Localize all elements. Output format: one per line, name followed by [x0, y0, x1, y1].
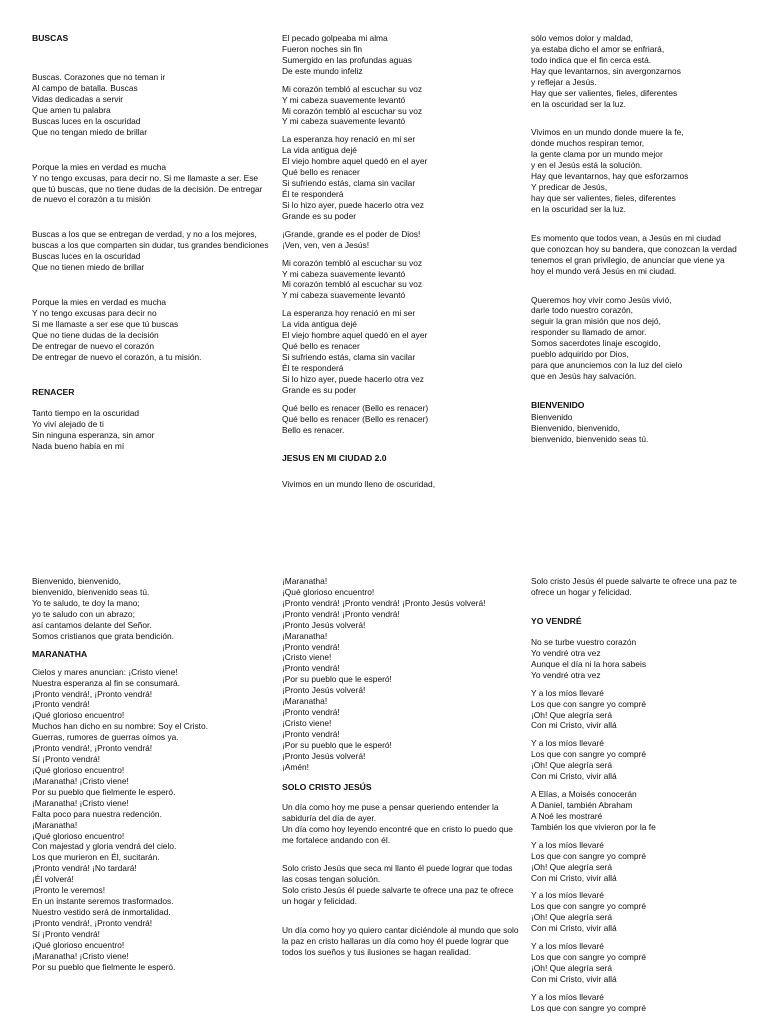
lyrics-verse: Cielos y mares anuncian: ¡Cristo viene! Nuestra esperanza al fin se consumará. ¡Pronto vendrá!, ¡Pronto vendrá! ¡Pronto vendrá! ¡Qué glorioso encuentro! Muchos han dicho en su nombre: Soy el Cristo. Guerras, rumores de guerras oímos ya. ¡Pronto vendrá!, ¡Pronto vendrá! Sí ¡Pronto vendrá! ¡Qué glorioso encuentro! ¡Maranatha! ¡Cristo viene! Por su pueblo que fielmente le esperó. ¡Maranatha! ¡Cristo viene! Falta poco para nuestra redención. ¡Maranatha! ¡Qué glorioso encuentro! Con majestad y gloria vendrá del cielo. Los que murieron en Él, sucitarán. ¡Pronto vendrá! ¡No tardará! ¡Él volverá! ¡Pronto le veremos! En un instante seremos trasformados. Nuestro vestido será de inmortalidad. ¡Pronto vendrá!, ¡Pronto vendrá! Sí ¡Pronto vendrá! ¡Qué glorioso encuentro! ¡Maranatha! ¡Cristo viene! Por su pueblo que fielmente le esperó. [32, 666, 208, 972]
top-right-column [531, 33, 743, 452]
top-middle-column [282, 33, 520, 497]
song-title-yo-vendre: YO VENDRÉ [531, 615, 582, 626]
song-title-solo-cristo-jesus: SOLO CRISTO JESÚS [282, 781, 372, 792]
song-title-bienvenido: BIENVENIDO [531, 399, 585, 410]
song-title-renacer: RENACER [32, 386, 75, 397]
lyrics-verse: Solo cristo Jesús que seca mi llanto él puede lograr que todas las cosas tengan solución. Solo cristo Jesús él puede salvarte te ofrece una paz te ofrece un hogar y felicidad. [282, 863, 514, 907]
bottom-right-column [531, 576, 751, 1021]
lyrics-verse: Bienvenido Bienvenido, bienvenido, bienvenido, bienvenido seas tú. [531, 412, 649, 444]
song-title-maranatha: MARANATHA [32, 648, 88, 659]
lyrics-verse: Un día como hoy yo quiero cantar diciéndole al mundo que solo la paz en cristo hallaras un día como hoy él puede lograr que todos los sueños y tus ilusiones se hagan realidad. [282, 925, 519, 957]
song-title-buscas: BUSCAS [32, 33, 69, 43]
lyrics-verse: Y a los míos llevaré Los que con sangre yo compré ¡Oh! Que alegría será Con mi Cristo, vivir allá [531, 839, 646, 883]
lyrics-verse: La esperanza hoy renació en mi ser La vida antigua dejé El viejo hombre aquel quedó en el ayer Qué bello es renacer Si sufriendo estás, clama sin vacilar Él te responderá Si lo hizo ayer, puede hacerlo otra vez Grande es su poder [282, 308, 428, 395]
lyrics-verse: Vivimos en un mundo lleno de oscuridad, [282, 478, 436, 489]
lyrics-verse: Y a los míos llevaré Los que con sangre yo compré ¡Oh! Que alegría será Con mi Cristo, vivir allá [531, 738, 646, 782]
lyrics-verse: No se turbe vuestro corazón Yo vendré otra vez Aunque el día ni la hora sabeis Yo vendré otra vez [531, 637, 647, 680]
lyrics-verse: Bienvenido, bienvenido, bienvenido, bienvenido seas tú. Yo te saludo, te doy la mano; yo te saludo con un abrazo; así cantamos delante del Señor. Somos cristianos que grata bendición. [32, 576, 174, 641]
bottom-middle-column [282, 576, 520, 965]
lyrics-verse: Y a los míos llevaré Los que con sangre yo compré ¡Oh! Que alegría será Con mi Cristo, vivir allá [531, 941, 646, 984]
lyrics-verse: Un día como hoy me puse a pensar queriendo entender la sabiduría del día de ayer. Un día como hoy leyendo encontré que en cristo lo puedo que me fortalece andando con él. [282, 801, 513, 845]
lyrics-verse: A Elías, a Moisés conocerán A Daniel, también Abraham A Noé les mostraré También los que vivieron por la fe [531, 789, 656, 832]
lyrics-verse: Mi corazón tembló al escuchar su voz Y mi cabeza suavemente levantó Mi corazón tembló al escuchar su voz Y mi cabeza suavemente levantó [282, 83, 423, 127]
lyrics-verse: Porque la mies en verdad es mucha Y no tengo excusas para decir no Si me llamaste a ser ese que tú buscas Que no tiene dudas de la decisión De entregar de nuevo el corazón De entregar de nuevo el corazón, a tu misión. [32, 297, 202, 362]
lyrics-verse: Porque la mies en verdad es mucha Y no tengo excusas, para decir no. Si me llamaste a ser. Ese que tú buscas, que no tiene dudas de la decisión. De entregar de nuevo el corazón a tu misión [32, 161, 263, 205]
lyrics-verse: Qué bello es renacer (Bello es renacer) Qué bello es renacer (Bello es renacer) Bello es renacer. [282, 402, 429, 435]
lyrics-verse: Solo cristo Jesús él puede salvarte te ofrece una paz te ofrece un hogar y felicidad. [531, 576, 737, 597]
top-left-column [32, 33, 270, 458]
bottom-left-column [32, 576, 270, 980]
lyrics-verse: Queremos hoy vivir como Jesús vivió, darle todo nuestro corazón, seguir la gran misión que nos dejó, responder su llamado de amor. Somos sacerdotes linaje escogido, pueblo adquirido por Dios, para que anunciemos con la luz del cielo que en Jesús hay salvación. [531, 294, 683, 381]
lyrics-verse: Es momento que todos vean, a Jesús en mi ciudad que conozcan hoy su bandera, que conozcan la verdad tenemos el gran privilegio, de anunciar que viene ya hoy el mundo verá Jesús en mi ciudad. [531, 232, 737, 276]
song-title-jesus-en-mi-ciudad: JESUS EN MI CIUDAD 2.0 [282, 453, 387, 464]
lyrics-verse: sólo vemos dolor y maldad, ya estaba dicho el amor se enfriará, todo indica que el fin cerca está. Hay que levantarnos, sin avergonzarnos y reflejar a Jesús. Hay que ser valientes, fieles, diferentes en la oscuridad ser la luz. [531, 33, 681, 109]
lyrics-verse: Mi corazón tembló al escuchar su voz Y mi cabeza suavemente levantó Mi corazón tembló al escuchar su voz Y mi cabeza suavemente levantó [282, 257, 423, 301]
lyrics-verse: Buscas a los que se entregan de verdad, y no a los mejores, buscas a los que comparten sin dudar, tus grandes bendiciones Buscas luces en la oscuridad Que no tienen miedo de brillar [32, 229, 269, 273]
lyrics-verse: Y a los míos llevaré Los que con sangre yo compré ¡Oh! Que alegría será Con mi Cristo, vivir allá [531, 890, 646, 934]
lyrics-verse: Tanto tiempo en la oscuridad Yo viví alejado de ti Sin ninguna esperanza, sin amor Nada bueno había en mí [32, 407, 155, 451]
lyrics-verse: Vivimos en un mundo donde muere la fe, donde muchos respiran temor, la gente clama por un mundo mejor y en el Jesús está la solución. Hay que levantarnos, hay que esforzarnos Y predicar de Jesús, hay que ser valientes, fieles, diferentes en la oscuridad ser la luz. [531, 127, 689, 214]
lyrics-verse: Y a los míos llevaré Los que con sangre yo compré ¡Oh! Que alegría será Con mi Cristo, vivir allá [531, 687, 646, 731]
lyrics-verse: El pecado golpeaba mi alma Fueron noches sin fin Sumergido en las profundas aguas De este mundo infeliz [282, 33, 412, 76]
lyrics-verse: ¡Grande, grande es el poder de Dios! ¡Ven, ven, ven a Jesús! [282, 228, 421, 250]
lyrics-verse: Buscas. Corazones que no teman ir Al campo de batalla. Buscas Vidas dedicadas a servir Que amen tu palabra Buscas luces en la oscuridad Que no tengan miedo de brillar [32, 72, 166, 137]
lyrics-verse: Y a los míos llevaré Los que con sangre yo compré [531, 991, 646, 1013]
lyrics-verse: ¡Maranatha! ¡Qué glorioso encuentro! ¡Pronto vendrá! ¡Pronto vendrá! ¡Pronto Jesús volverá! ¡Pronto vendrá! ¡Pronto vendrá! ¡Pronto Jesús volverá! ¡Maranatha! ¡Pronto vendrá! ¡Cristo viene! ¡Pronto vendrá! ¡Por su pueblo que le esperó! ¡Pronto Jesús volverá! ¡Maranatha! ¡Pronto vendrá! ¡Cristo viene! ¡Pronto vendrá! ¡Por su pueblo que le esperó! ¡Pronto Jesús volverá! ¡Amén! [282, 576, 486, 772]
lyrics-verse: La esperanza hoy renació en mi ser La vida antigua dejé El viejo hombre aquel quedó en el ayer Qué bello es renacer Si sufriendo estás, clama sin vacilar Él te responderá Si lo hizo ayer, puede hacerlo otra vez Grande es su poder [282, 134, 428, 221]
